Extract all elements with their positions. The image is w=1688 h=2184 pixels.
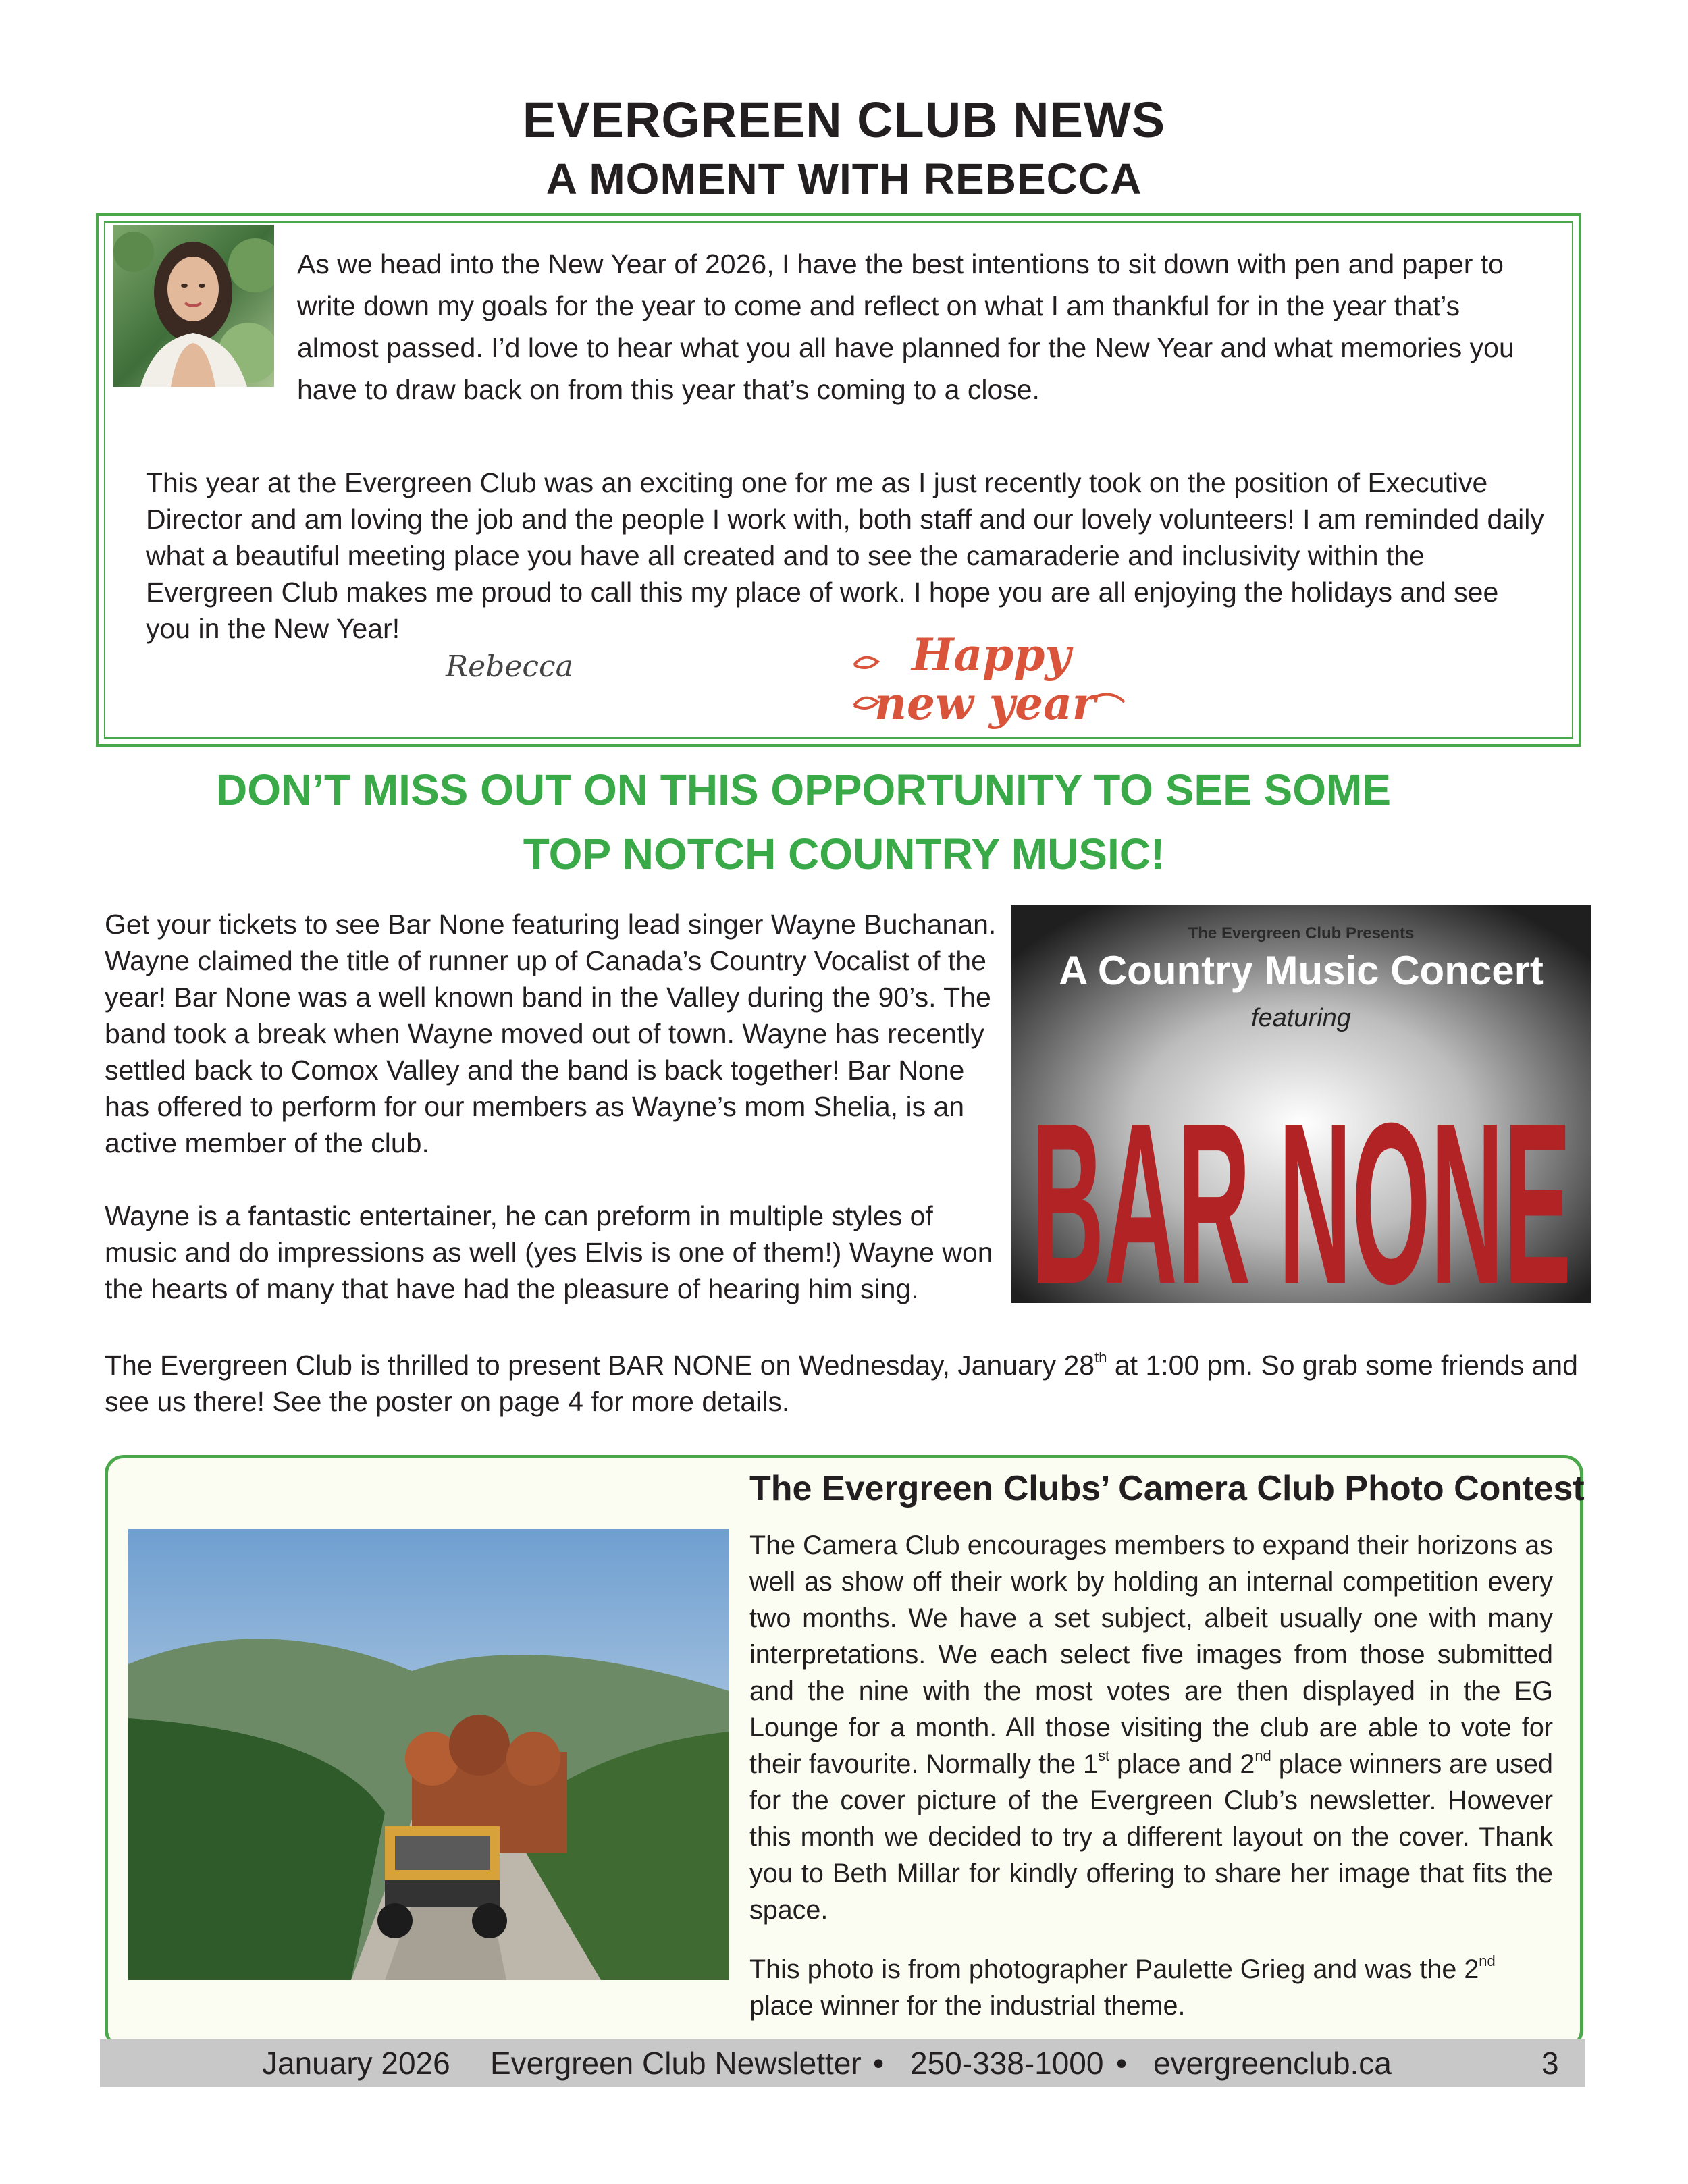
credit-text-b: place winner for the industrial theme.: [749, 1991, 1186, 2021]
para3-text-b: at 1:00 pm. So grab some friends and see us there! See the poster on page 4 for more details.: [105, 1350, 1578, 1417]
greeting-line2: new year: [874, 677, 1096, 730]
cam-text-b: place and 2: [1109, 1749, 1255, 1779]
concert-text: [105, 906, 1003, 1343]
rebecca-body-paragraph: This year at the Evergreen Club was an exciting one for me as I just recently took on the position of Executive Director and am loving the job and the people I work with, both staff and our lovely volunteers! I am reminded daily what a beautiful meeting place you have all created and to see the camaraderie and inclusivity within the Evergreen Club makes me proud to call this my place of work. I hope you are all enjoying the holidays and see you in the New Year!: [146, 467, 1544, 644]
poster-band-name: BAR NONE: [1031, 1075, 1571, 1303]
cam-sup2: nd: [1255, 1747, 1271, 1764]
signature: Rebecca: [446, 649, 573, 684]
intro-line: As we head into the New Year of 2026, I have the best intentions to sit down with pen and paper to: [297, 248, 1504, 279]
intro-line: write down my goals for the year to come and reflect on what I am thankful for in the year that’s: [297, 290, 1460, 321]
footer-separator: •: [873, 2046, 885, 2081]
camera-club-paragraph: [749, 1527, 1553, 1928]
footer-website[interactable]: evergreenclub.ca: [1153, 2046, 1392, 2081]
page-subtitle: A MOMENT WITH REBECCA: [546, 155, 1142, 203]
happy-new-year-graphic: [847, 624, 1131, 733]
concert-poster: [1011, 905, 1591, 1303]
credit-text-a: This photo is from photographer Paulette Grieg and was the 2: [749, 1954, 1479, 1984]
poster-featuring: featuring: [1251, 1004, 1351, 1032]
greeting-line1: Happy: [912, 629, 1071, 681]
concert-paragraph: Get your tickets to see Bar None featuring lead singer Wayne Buchanan. Wayne claimed the title of runner up of Canada’s Country Vocalist of the year! Bar None was a well known band in the Valley during the 90’s. The band took a break when Wayne moved out of town. Wayne has recently settled back to Comox Valley and the band is back together! Bar None has offered to perform for our members as Wayne’s mom Shelia, is an active member of the club.: [105, 909, 997, 1158]
intro-line: almost passed. I’d love to hear what you all have planned for the New Year and what memories you: [297, 332, 1514, 363]
concert-date-paragraph: [105, 1347, 1590, 1420]
footer-phone: 250-338-1000: [910, 2046, 1104, 2081]
page-number: 3: [1541, 2046, 1559, 2081]
credit-sup: nd: [1479, 1952, 1496, 1969]
camera-club-credit: [749, 1951, 1553, 2024]
intro-line: have to draw back on from this year that’s coming to a close.: [297, 374, 1040, 405]
concert-heading-line2: TOP NOTCH COUNTRY MUSIC!: [523, 830, 1165, 878]
footer-separator: •: [1116, 2046, 1128, 2081]
concert-paragraph: Wayne is a fantastic entertainer, he can preform in multiple styles of music and do impressions as well (yes Elvis is one of them!) Wayne won the hearts of many that have had the pleasure of hearing him sing.: [105, 1200, 993, 1304]
cam-text-a: The Camera Club encourages members to expand their horizons as well as show off their work by holding an internal competition every two months. We have a set subject, albeit usually one with many interpretations. We each select five images from those submitted and the nine with the most votes are then displayed in the EG Lounge for a month. All those visiting the club are able to vote for their favourite. Normally the 1: [749, 1530, 1553, 1779]
camera-club-title: The Evergreen Clubs’ Camera Club Photo Contest: [749, 1469, 1585, 1508]
logging-truck-photo: [128, 1529, 729, 1980]
page-title: EVERGREEN CLUB NEWS: [522, 92, 1166, 148]
cam-text-c: place winners are used for the cover picture of the Evergreen Club’s newsletter. However this month we decided to try a different layout on the cover. Thank you to Beth Millar for kindly offering to share her image that fits the space.: [749, 1749, 1553, 1925]
cam-sup1: st: [1097, 1747, 1110, 1764]
para3-text-a: The Evergreen Club is thrilled to present BAR NONE on Wednesday, January 28: [105, 1350, 1095, 1381]
concert-heading-line1: DON’T MISS OUT ON THIS OPPORTUNITY TO SEE SOME: [215, 766, 1392, 814]
footer-date: January 2026: [262, 2046, 450, 2081]
footer-newsletter: Evergreen Club Newsletter: [490, 2046, 862, 2081]
poster-title: A Country Music Concert: [1059, 948, 1544, 993]
page-footer: [100, 2039, 1585, 2087]
rebecca-portrait: [113, 225, 274, 387]
para3-sup: th: [1094, 1349, 1107, 1366]
poster-presents: The Evergreen Club Presents: [1188, 924, 1415, 942]
rebecca-intro-paragraph: [297, 243, 1553, 410]
